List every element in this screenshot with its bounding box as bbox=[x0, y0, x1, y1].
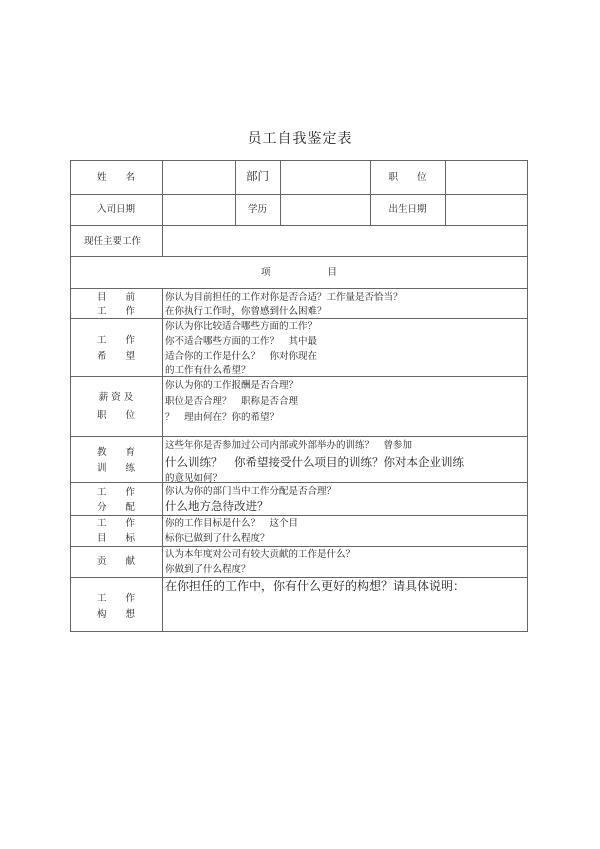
section-label-work-ideas: 工 作 bbox=[96, 593, 135, 604]
question-text: 职位是否合理？ 职称是否合理 bbox=[165, 396, 299, 407]
question-text: 适合你的工作是什么？ 你对你现在 bbox=[165, 351, 318, 362]
question-text: 标你已做到了什么程度？ bbox=[165, 533, 270, 544]
question-text: 你认为你比较适合哪些方面的工作？ bbox=[165, 321, 318, 332]
row-line bbox=[70, 318, 528, 319]
section-label-work-hope: 希 望 bbox=[96, 351, 135, 362]
row-line bbox=[70, 631, 528, 632]
col-line bbox=[162, 288, 163, 632]
section-label-current-work: 目 前 bbox=[96, 292, 135, 303]
question-text: 的意见如何？ bbox=[165, 473, 223, 482]
row-line bbox=[70, 376, 528, 377]
name-label: 姓 名 bbox=[96, 172, 135, 183]
question-text: 你的工作目标是什么？ 这个目 bbox=[165, 518, 299, 529]
question-text: 的工作有什么希望？ bbox=[165, 365, 251, 376]
col-line bbox=[370, 160, 371, 226]
birth-date-label: 出生日期 bbox=[388, 204, 427, 215]
question-text: 你做到了什么程度？ bbox=[165, 564, 251, 575]
row-line bbox=[70, 515, 528, 516]
education-label: 学历 bbox=[247, 204, 267, 215]
col-line bbox=[445, 160, 446, 226]
position-label: 职 位 bbox=[388, 172, 427, 183]
section-label-salary-position: 职 位 bbox=[96, 410, 135, 421]
question-text: 什么地方急待改进？ bbox=[165, 499, 269, 513]
question-text: 什么训练？ 你希望接受什么项目的训练？你对本企业训练 bbox=[165, 455, 464, 469]
section-label-work-goals: 工 作 bbox=[96, 518, 135, 529]
question-text: 认为本年度对公司有较大贡献的工作是什么？ bbox=[165, 549, 356, 560]
row-line bbox=[70, 256, 528, 257]
row-line bbox=[70, 194, 528, 195]
section-label-work-ideas: 构 想 bbox=[96, 609, 135, 620]
section-label-work-assignment: 分 配 bbox=[96, 502, 135, 513]
section-label-work-assignment: 工 作 bbox=[96, 487, 135, 498]
col-line bbox=[280, 160, 281, 226]
row-line bbox=[70, 482, 528, 483]
form-title: 员工自我鉴定表 bbox=[247, 131, 353, 147]
col-line bbox=[527, 160, 528, 632]
items-header: 项 目 bbox=[260, 267, 337, 278]
question-text: 你认为你的部门当中工作分配是否合理？ bbox=[165, 486, 337, 497]
row-line bbox=[70, 160, 528, 161]
section-label-education-training: 教 育 bbox=[96, 447, 135, 458]
question-text: 这些年你是否参加过公司内部或外部举办的训练？ 曾参加 bbox=[165, 440, 413, 451]
section-label-education-training: 训 练 bbox=[96, 463, 135, 474]
row-line bbox=[70, 436, 528, 437]
current-work-label: 现任主要工作 bbox=[84, 236, 142, 247]
row-line bbox=[70, 288, 528, 289]
question-text: ？ 理由何在？你的希望？ bbox=[165, 412, 280, 423]
section-label-work-hope: 工 作 bbox=[96, 335, 135, 346]
col-line bbox=[162, 160, 163, 257]
question-text: 在你执行工作时，你曾感到什么困难？ bbox=[165, 306, 327, 317]
section-label-salary-position: 薪 资 及 bbox=[98, 392, 134, 403]
question-text: 在你担任的工作中，你有什么更好的构想？请具体说明： bbox=[165, 579, 466, 593]
row-line bbox=[70, 577, 528, 578]
section-label-work-goals: 目 标 bbox=[96, 533, 135, 544]
row-line bbox=[70, 546, 528, 547]
row-line bbox=[70, 225, 528, 226]
hire-date-label: 入司日期 bbox=[96, 204, 135, 215]
question-text: 你认为目前担任的工作对你是否合适？工作量是否恰当？ bbox=[165, 292, 403, 303]
section-label-contribution: 贡 献 bbox=[96, 556, 135, 567]
section-label-current-work: 工 作 bbox=[96, 306, 135, 317]
department-label: 部门 bbox=[246, 169, 269, 183]
question-text: 你认为你的工作报酬是否合理？ bbox=[165, 380, 299, 391]
question-text: 你不适合哪些方面的工作？ 其中最 bbox=[165, 336, 318, 347]
